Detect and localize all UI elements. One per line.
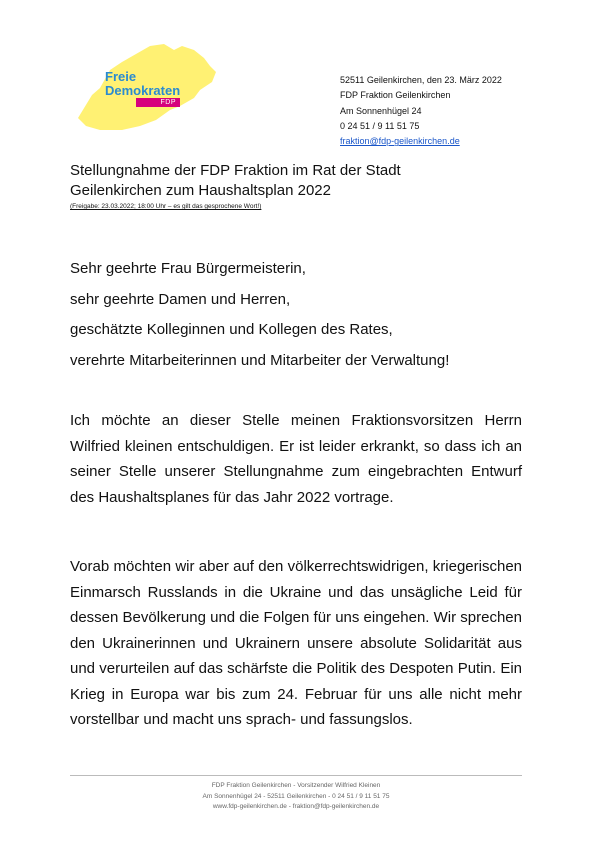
- fdp-logo: [70, 40, 230, 135]
- logo-badge: FDP: [136, 98, 180, 107]
- footer-line1: FDP Fraktion Geilenkirchen - Vorsitzender Wilfried Kleinen: [211, 782, 381, 789]
- release-note: (Freigabe: 23.03.2022; 18:00 Uhr – es gilt das gesprochene Wort!): [70, 203, 262, 210]
- body-paragraph: Vorab möchten wir aber auf den völkerrechtswidrigen, kriegerischen Einmarsch Russlands in die Ukraine und das unsägliche Leid für dessen Bevölkerung und die Folgen für uns eingehen. Wir sprechen den Ukrainerinnen und Ukrainern unsere absolute Solidarität aus und verurteilen auf das schärfste die Politik des Despoten Putin. Ein Krieg in Europa war bis zum 24. Februar für uns alle nicht mehr vorstellbar und macht uns sprach- und fassungslos.: [70, 558, 522, 728]
- sender-street: Am Sonnenhügel 24: [340, 105, 422, 116]
- greeting: [70, 254, 540, 376]
- greeting-line: sehr geehrte Damen und Herren,: [70, 290, 291, 308]
- sender-org: FDP Fraktion Geilenkirchen: [340, 90, 451, 101]
- document-title: [70, 161, 540, 201]
- sender-email-link[interactable]: fraktion@fdp-geilenkirchen.de: [340, 136, 460, 147]
- title-line1: Stellungnahme der FDP Fraktion im Rat der Stadt: [70, 162, 401, 179]
- logo-line1: Freie: [105, 69, 137, 84]
- greeting-line: geschätzte Kolleginnen und Kollegen des Rates,: [70, 321, 393, 338]
- body-paragraph: Ich möchte an dieser Stelle meinen Fraktionsvorsitzen Herrn Wilfried kleinen entschuldigen. Er ist leider erkrankt, so dass ich an seiner Stelle unserer Stellungnahme zum eingebrachten Entwurf des Haushaltsplanes für das Jahr 2022 vortrage.: [70, 412, 522, 506]
- footer-line3: www.fdp-geilenkirchen.de - fraktion@fdp-geilenkirchen.de: [212, 803, 380, 810]
- logo-line2: Demokraten: [105, 83, 181, 98]
- place-date: 52511 Geilenkirchen, den 23. März 2022: [340, 75, 502, 85]
- greeting-line: Sehr geehrte Frau Bürgermeisterin,: [70, 260, 306, 277]
- footer-divider: [70, 775, 522, 776]
- sender-phone: 0 24 51 / 9 11 51 75: [340, 120, 420, 131]
- sender-block: [340, 73, 502, 149]
- footer: [70, 781, 522, 813]
- footer-line2: Am Sonnenhügel 24 - 52511 Geilenkirchen - 0 24 51 / 9 11 51 75: [202, 792, 390, 800]
- greeting-line: verehrte Mitarbeiterinnen und Mitarbeiter der Verwaltung!: [70, 351, 450, 369]
- title-line2: Geilenkirchen zum Haushaltsplan 2022: [70, 182, 331, 199]
